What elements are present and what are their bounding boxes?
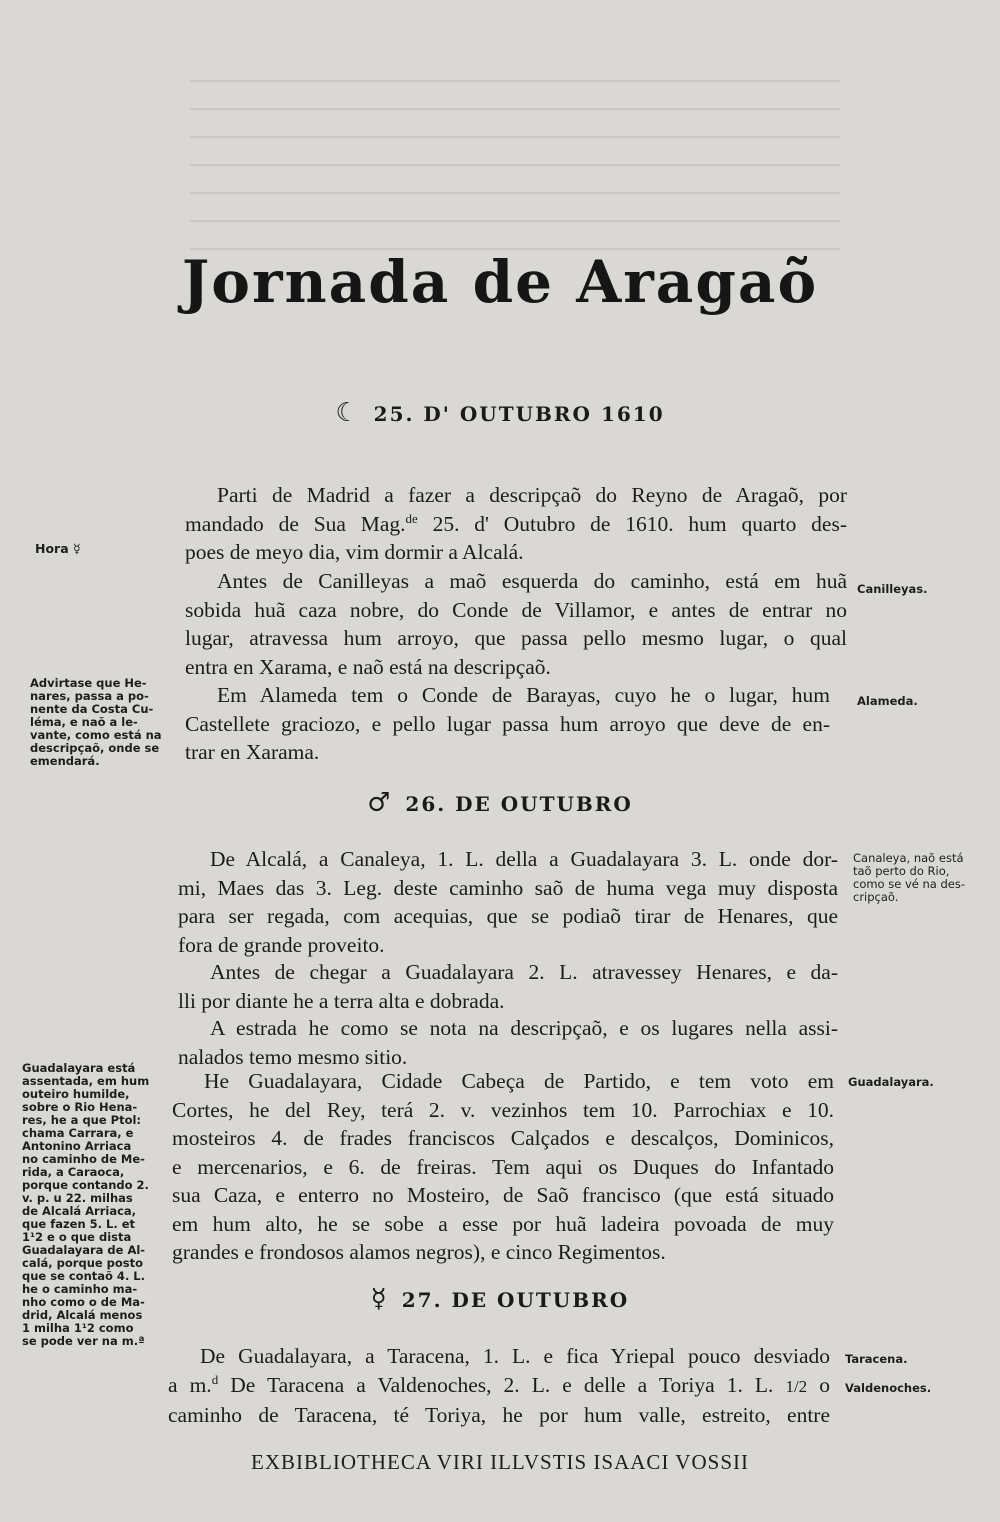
note-line: que se contaõ 4. L. [22,1269,146,1283]
margin-note-guadalayara-right [848,1076,934,1089]
note-line: que fazen 5. L. et [22,1217,136,1231]
text-line: sua Caza, e enterro no Mosteiro, de Saõ francisco (que está situado [172,1183,834,1207]
text-line: Parti de Madrid a fazer a descripçaõ do Reyno de Aragaõ, por [217,483,847,507]
text-span: mandado de Sua Mag. [185,511,406,536]
note-line: 1 milha 1¹2 como [22,1321,134,1335]
text-line: trar en Xarama. [185,740,320,764]
text-line: He Guadalayara, Cidade Cabeça de Partido, e tem voto em [204,1069,834,1093]
margin-note-hora [35,542,81,555]
moon-symbol: ☾ [335,398,361,428]
note-line: res, he a que Ptol: [22,1113,142,1127]
library-stamp-footer: EXBIBLIOTHECA VIRI ILLVSTIS ISAACI VOSSII [251,1450,749,1474]
note-line: Taracena. [845,1352,908,1366]
note-line: no caminho de Me- [22,1152,145,1166]
paragraph [168,1342,830,1430]
note-line: calá, porque posto [22,1256,144,1270]
text-line: Antes de Canilleyas a maõ esquerda do caminho, está em huã [217,569,847,593]
mercury-symbol: ☿ [370,1284,389,1314]
text-line [185,510,847,539]
page-title: Jornada de Aragaõ [181,248,819,316]
paragraph [185,681,830,767]
text-span: 25. d' Outubro de 1610. hum quarto des- [417,511,847,536]
heading-text: 27. DE OUTUBRO [401,1288,630,1312]
note-line: vante, como está na [30,728,162,742]
text-line: Cortes, he del Rey, terá 2. v. vezinhos tem 10. Parrochiax e 10. [172,1097,834,1122]
text-line: caminho de Taracena, té Toriya, he por hum valle, estreito, entre [168,1403,830,1427]
text-line: fora de grande proveito. [178,932,385,957]
margin-note-canilleyas [857,583,927,596]
note-line: Guadalayara está [22,1061,136,1075]
paragraph [178,1014,838,1071]
text-span: o [807,1372,830,1397]
text-span: De Taracena a Valdenoches, 2. L. e delle a Toriya 1. L. [218,1372,786,1397]
section-heading-27-outubro [0,1284,1000,1314]
note-line: taõ perto do Rio, [853,864,950,878]
note-line: de Alcalá Arriaca, [22,1204,137,1218]
text-line: Em Alameda tem o Conde de Barayas, cuyo he o lugar, hum [217,683,830,707]
note-line: se pode ver na m.ª [22,1334,145,1348]
text-line: A estrada he como se nota na descripçaõ, e os lugares nella assi- [210,1016,838,1040]
note-line: v. p. u 22. milhas [22,1191,133,1205]
text-line: poes de meyo dia, vim dormir a Alcalá. [185,540,524,564]
text-line: entra en Xarama, e naõ está na descripçaõ. [185,654,551,679]
text-line: para ser regada, com acequias, que se podiaõ tirar de Henares, que [178,904,838,928]
note-line: outeiro humilde, [22,1087,130,1101]
note-line: he o caminho ma- [22,1282,138,1296]
margin-note-alameda [857,695,918,708]
note-line: léma, e naõ a le- [30,715,138,729]
text-span: a m. [168,1372,212,1397]
fraction: 1/2 [785,1376,808,1396]
superscript: de [405,510,418,526]
note-line: Guadalayara de Al- [22,1243,146,1257]
text-line: lli por diante he a terra alta e dobrada. [178,988,505,1013]
note-line: porque contando 2. [22,1178,149,1192]
note-line: nares, passa a po- [30,689,149,703]
text-line: e mercenarios, e 6. de freiras. Tem aqui os Duques do Infantado [172,1154,834,1179]
text-line: mosteiros 4. de frades franciscos Calçados e descalços, Dominicos, [172,1126,834,1150]
note-line: nente da Costa Cu- [30,702,154,716]
note-line: cripçaõ. [853,890,899,904]
text-line [168,1371,830,1402]
section-heading-26-outubro [0,788,1000,818]
note-line: assentada, em hum [22,1074,150,1088]
text-line: Antes de chegar a Guadalayara 2. L. atravessey Henares, e da- [210,960,838,984]
text-line: nalados temo mesmo sitio. [178,1044,408,1069]
paragraph [178,958,838,1015]
note-line: emendará. [30,754,100,768]
note-line: Valdenoches. [845,1381,932,1395]
note-line: Alameda. [857,694,918,708]
paragraph [185,481,847,567]
note-line: Antonino Arriaca [22,1139,132,1153]
margin-note-valdenoches [845,1382,931,1395]
text-line: grandes e frondosos alamos negros), e cinco Regimentos. [172,1240,666,1264]
note-line: descripçaõ, onde se [30,741,160,755]
section-heading-25-outubro [0,398,1000,428]
note-line: como se vé na des- [853,877,966,891]
margin-note-canaleya [853,852,965,904]
note-line: Advirtase que He- [30,676,147,690]
note-line: sobre o Rio Hena- [22,1100,138,1114]
margin-note-guadalayara [22,1062,149,1348]
note-line: chama Carrara, e [22,1126,134,1140]
text-line: lugar, atravessa hum arroyo, que passa pello mesmo lugar, o qual [185,626,847,650]
note-line: Canilleyas. [857,582,928,596]
text-line: Castellete graciozo, e pello lugar passa hum arroyo que deve de en- [185,711,830,736]
paragraph [185,567,847,681]
text-line: De Guadalayara, a Taracena, 1. L. e fica Yriepal pouco desviado [200,1344,830,1368]
heading-text: 26. DE OUTUBRO [405,792,633,816]
note-line: rida, a Caraoca, [22,1165,125,1179]
margin-note-henares [30,677,162,768]
note-line: 1¹2 e o que dista [22,1230,132,1244]
note-line: Hora ☿ [35,541,81,556]
paragraph [172,1067,834,1267]
note-line: Guadalayara. [848,1075,934,1089]
heading-text: 25. D' OUTUBRO 1610 [373,402,665,426]
text-line: mi, Maes das 3. Leg. deste caminho saõ de huma vega muy disposta [178,875,838,900]
text-line: De Alcalá, a Canaleya, 1. L. della a Guadalayara 3. L. onde dor- [210,847,838,871]
paragraph [178,845,838,959]
text-line: em hum alto, he se sobe a esse por huã ladeira povoada de muy [172,1211,834,1236]
text-line: sobida huã caza nobre, do Conde de Villamor, e antes de entrar no [185,597,847,622]
margin-note-taracena [845,1353,908,1366]
mars-symbol: ♂ [367,788,393,818]
note-line: nho como o de Ma- [22,1295,145,1309]
superscript: d [211,1371,219,1387]
note-line: drid, Alcalá menos [22,1308,143,1322]
note-line: Canaleya, naõ está [853,851,964,865]
bleed-through-texture [190,80,840,250]
